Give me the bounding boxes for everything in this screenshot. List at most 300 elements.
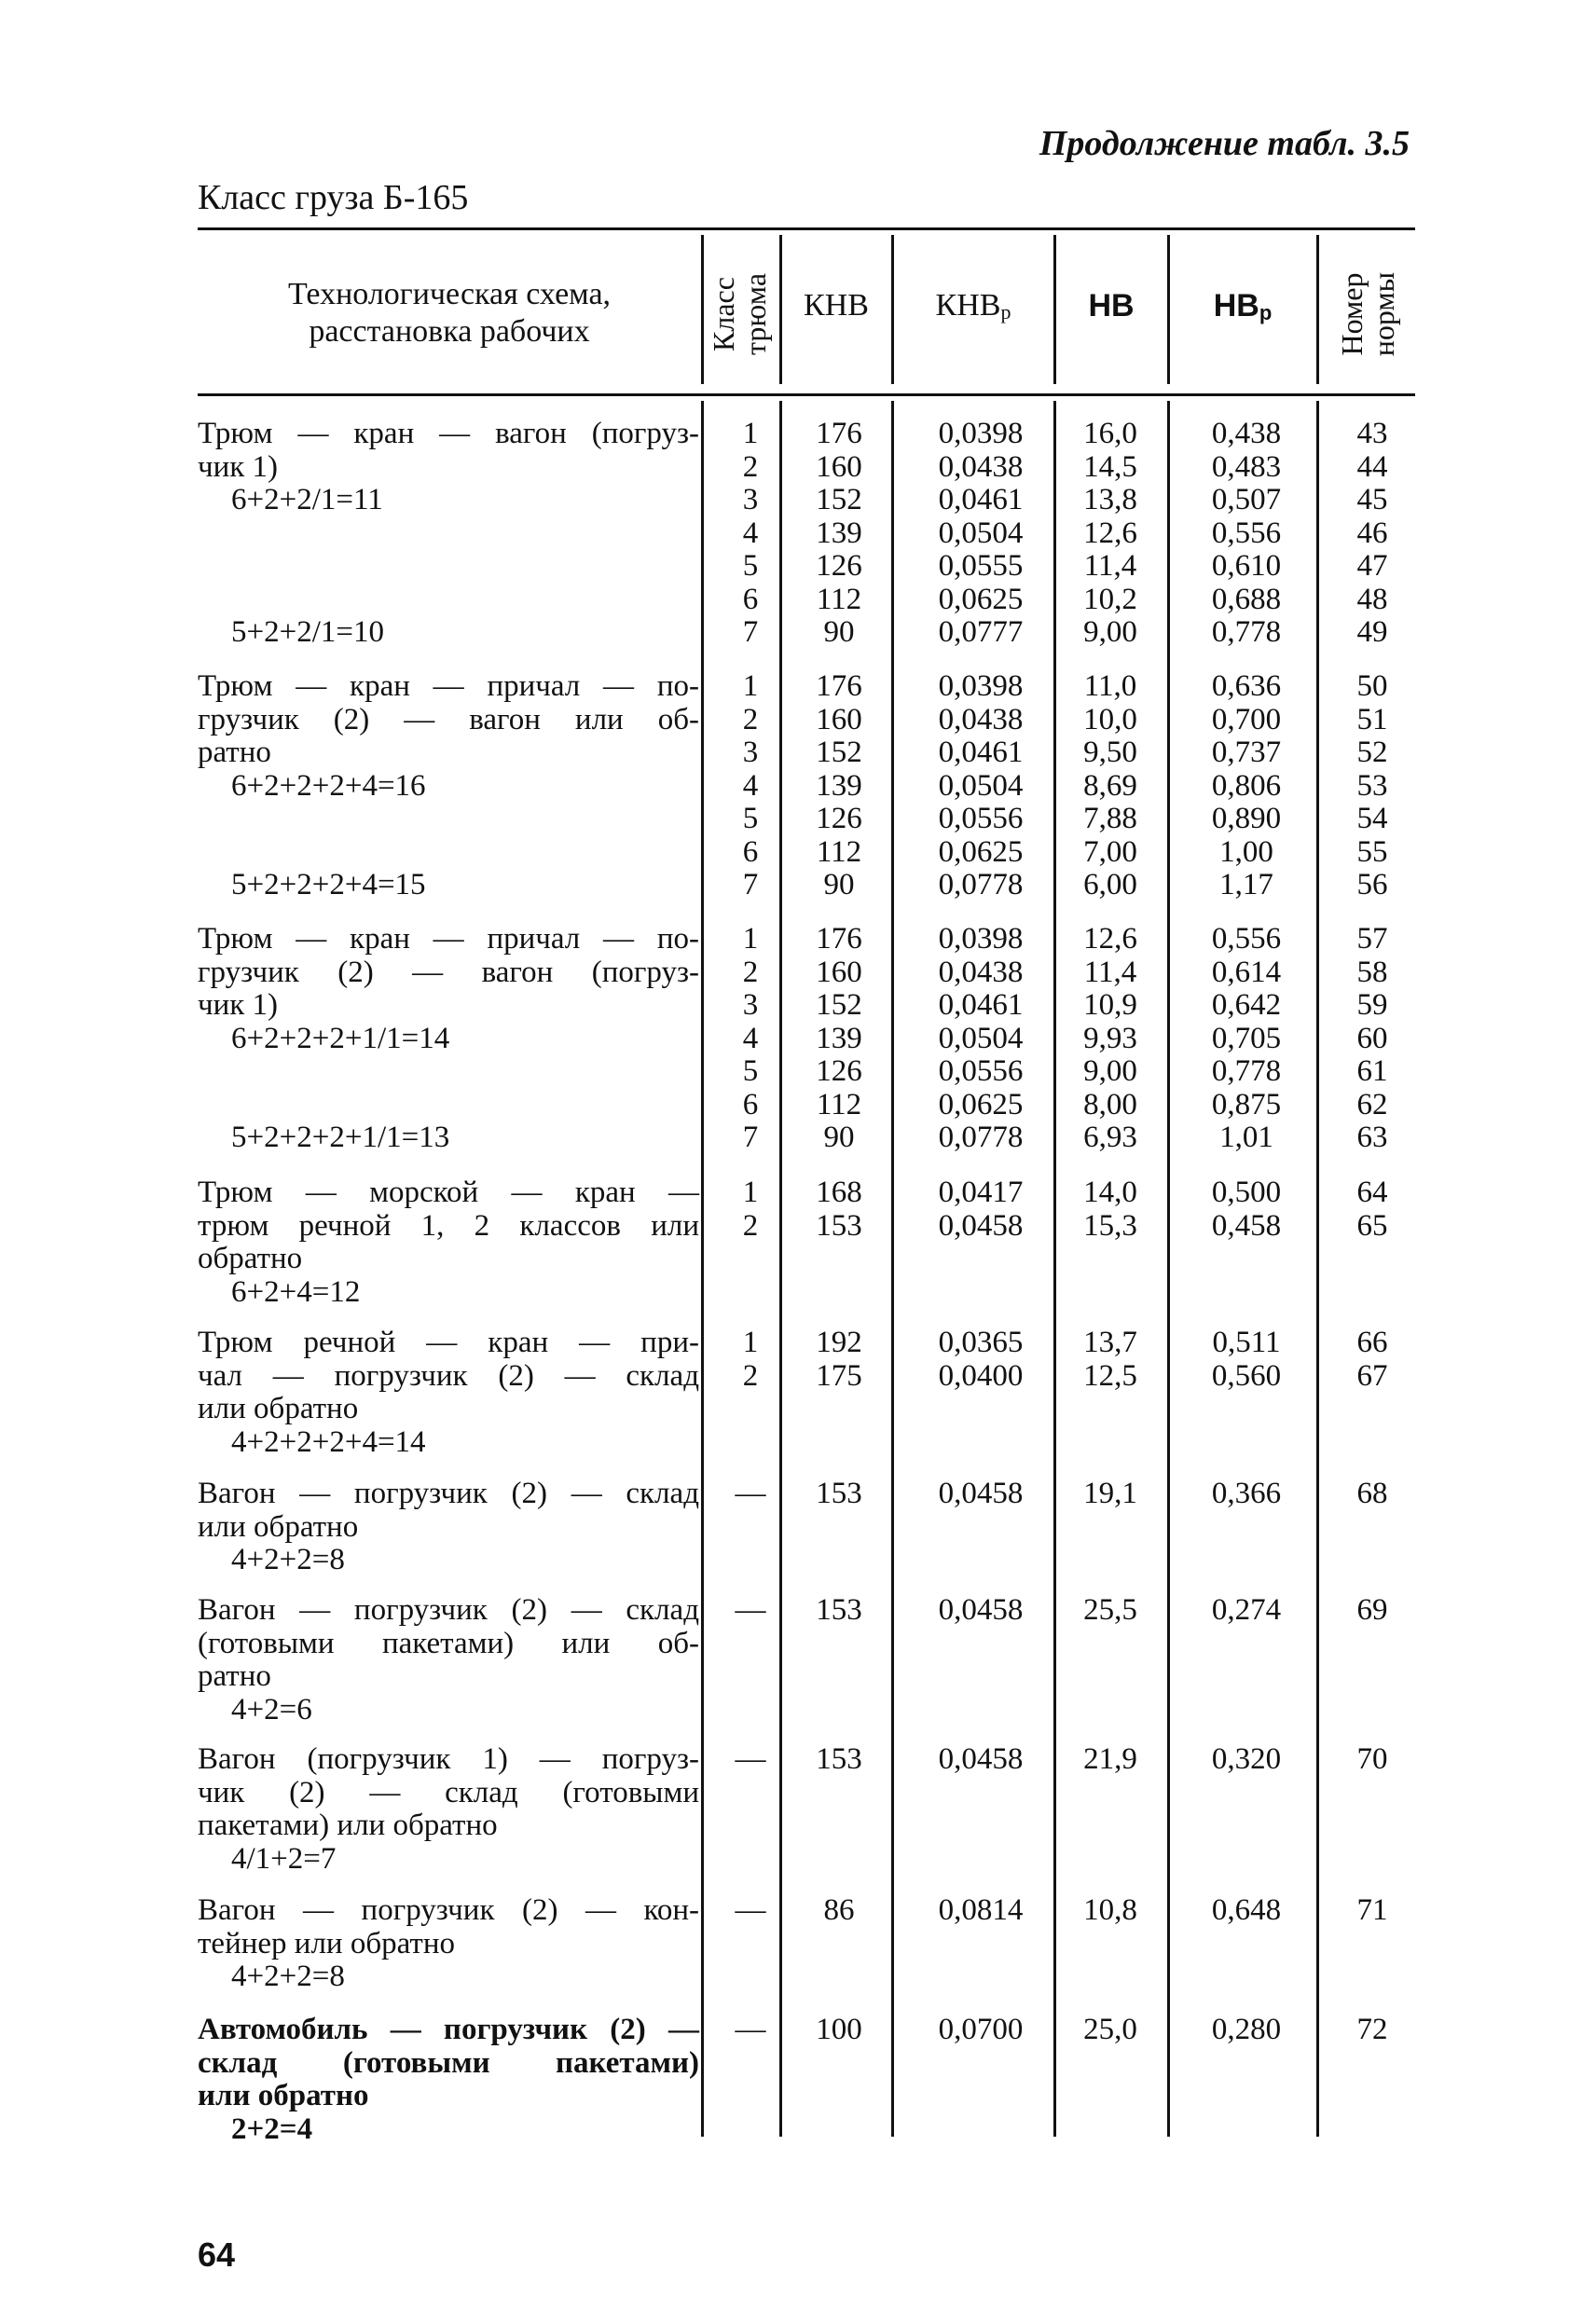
norm-number-cell: 45 xyxy=(1356,483,1388,516)
knv-cell-column xyxy=(794,1594,884,1628)
nv-cell: 14,0 xyxy=(1083,1176,1137,1209)
knv-cell: 152 xyxy=(816,988,862,1022)
hold-class-cell: 2 xyxy=(742,702,759,736)
nv-cell-column xyxy=(1055,1894,1165,1928)
norm-number-cell: 49 xyxy=(1356,615,1388,649)
nv-cell: 8,00 xyxy=(1083,1087,1137,1121)
knv-cell-column xyxy=(794,670,884,902)
norm-number-cell: 63 xyxy=(1356,1121,1388,1154)
header-nvp-sub: р xyxy=(1259,301,1273,324)
scheme-line: или обратно xyxy=(198,1392,359,1425)
knvp-cell: 0,0461 xyxy=(938,736,1024,769)
hold-class-cell: 1 xyxy=(742,922,759,956)
knv-cell: 153 xyxy=(816,1593,862,1627)
norm-number-cell: 71 xyxy=(1356,1893,1388,1927)
nvp-cell: 0,688 xyxy=(1211,582,1282,616)
norm-number-cell: 52 xyxy=(1356,736,1388,769)
nvp-cell: 0,366 xyxy=(1211,1477,1282,1510)
header-knvp-main: КНВ xyxy=(935,288,1001,323)
scheme-line: 2+2=4 xyxy=(231,2112,313,2146)
hold-class-cell-column xyxy=(718,2014,783,2047)
nvp-cell: 0,614 xyxy=(1211,955,1282,989)
norm-number-cell-column xyxy=(1324,923,1421,1155)
nv-cell: 10,0 xyxy=(1083,702,1137,736)
nvp-cell: 0,320 xyxy=(1211,1742,1282,1776)
scheme-line: обратно xyxy=(198,1242,303,1275)
nv-cell: 12,6 xyxy=(1083,516,1137,550)
scheme-description xyxy=(198,418,699,650)
knvp-cell: 0,0625 xyxy=(938,1087,1024,1121)
nvp-cell-column xyxy=(1176,1176,1316,1243)
nv-cell-column xyxy=(1055,1594,1165,1628)
hold-class-cell-column xyxy=(718,1594,783,1628)
hold-class-cell: 7 xyxy=(742,1121,759,1154)
scheme-line: 6+2+4=12 xyxy=(231,1274,361,1309)
scheme-line: Автомобиль — погрузчик (2) — xyxy=(198,2013,699,2046)
nv-cell: 10,2 xyxy=(1083,582,1137,616)
nv-cell: 10,9 xyxy=(1083,988,1137,1022)
header-nv: НВ xyxy=(1088,288,1135,323)
nvp-cell-column xyxy=(1176,1894,1316,1928)
nv-cell: 11,4 xyxy=(1083,955,1137,989)
nv-cell: 9,00 xyxy=(1083,1054,1137,1088)
nv-cell: 7,88 xyxy=(1083,802,1137,835)
header-knv: КНВ xyxy=(804,288,869,323)
norm-number-cell-column xyxy=(1324,418,1421,650)
norm-number-cell: 53 xyxy=(1356,768,1388,803)
hold-class-cell: — xyxy=(735,2013,766,2046)
hold-class-cell-column xyxy=(718,1327,783,1393)
knvp-cell-column xyxy=(897,1478,1065,1511)
knvp-cell-column xyxy=(897,1894,1065,1928)
norm-number-cell: 72 xyxy=(1356,2013,1388,2046)
hold-class-cell: 3 xyxy=(742,988,759,1022)
knvp-cell: 0,0461 xyxy=(938,483,1024,516)
knv-cell: 126 xyxy=(816,549,862,583)
nv-cell: 9,00 xyxy=(1083,615,1137,649)
scheme-line: Вагон — погрузчик (2) — склад xyxy=(198,1593,699,1627)
hold-class-cell: 6 xyxy=(742,582,759,616)
knv-cell-column xyxy=(794,1327,884,1393)
norm-number-cell: 44 xyxy=(1356,449,1388,484)
norm-number-cell: 47 xyxy=(1356,549,1388,583)
header-scheme-line1: Технологическая схема, xyxy=(287,277,612,311)
knv-cell-column xyxy=(794,418,884,650)
scheme-line: или обратно xyxy=(198,1509,359,1544)
scheme-line: Вагон — погрузчик (2) — кон- xyxy=(198,1893,699,1927)
knv-cell: 139 xyxy=(816,768,862,803)
scheme-line: 6+2+2+2+1/1=14 xyxy=(231,1021,450,1055)
knvp-cell-column xyxy=(897,1327,1065,1393)
header-nvp xyxy=(1169,287,1316,332)
hold-class-cell: 4 xyxy=(742,768,759,803)
nvp-cell: 0,648 xyxy=(1211,1893,1282,1927)
hold-class-cell: 2 xyxy=(742,449,759,484)
scheme-line: грузчик (2) — вагон или об- xyxy=(198,702,699,736)
body-col-rule xyxy=(1316,401,1319,2137)
knvp-cell-column xyxy=(897,670,1065,902)
header-norm-line2: нормы xyxy=(1367,271,1400,357)
hold-class-cell-column xyxy=(718,1743,783,1777)
body-col-rule xyxy=(779,401,782,2137)
scheme-line: Трюм — морской — кран — xyxy=(198,1176,699,1209)
norm-number-cell: 64 xyxy=(1356,1176,1388,1209)
nv-cell: 6,93 xyxy=(1083,1121,1137,1154)
knv-cell: 192 xyxy=(816,1326,862,1359)
knv-cell: 90 xyxy=(823,1121,855,1154)
norm-number-cell: 57 xyxy=(1356,922,1388,956)
knvp-cell-column xyxy=(897,1743,1065,1777)
knv-cell: 153 xyxy=(816,1208,862,1243)
knvp-cell: 0,0814 xyxy=(938,1893,1024,1927)
scheme-line: Вагон (погрузчик 1) — погруз- xyxy=(198,1742,699,1776)
knv-cell: 139 xyxy=(816,516,862,550)
nv-cell: 19,1 xyxy=(1083,1477,1137,1510)
knvp-cell: 0,0458 xyxy=(938,1477,1024,1510)
scheme-line: ратно xyxy=(198,1659,271,1693)
norm-number-cell-column xyxy=(1324,1894,1421,1928)
nv-cell-column xyxy=(1055,418,1165,650)
header-hold-class-line2: трюма xyxy=(738,272,772,356)
scheme-line: пакетами) или обратно xyxy=(198,1809,498,1842)
knvp-cell: 0,0556 xyxy=(938,802,1024,835)
norm-number-cell-column xyxy=(1324,2014,1421,2047)
nv-cell: 13,7 xyxy=(1083,1326,1137,1359)
nv-cell: 11,0 xyxy=(1083,669,1137,703)
nv-cell: 14,5 xyxy=(1083,449,1137,484)
knv-cell: 160 xyxy=(816,955,862,989)
norm-number-cell: 50 xyxy=(1356,669,1388,703)
knv-cell: 100 xyxy=(816,2013,862,2046)
knv-cell: 176 xyxy=(816,417,862,450)
hold-class-cell: — xyxy=(735,1593,766,1627)
nvp-cell-column xyxy=(1176,923,1316,1155)
knv-cell: 90 xyxy=(823,868,855,901)
nvp-cell: 0,636 xyxy=(1211,669,1282,703)
scheme-line xyxy=(198,584,699,617)
hold-class-cell-column xyxy=(718,670,783,902)
knv-cell: 168 xyxy=(816,1176,862,1209)
nvp-cell: 0,890 xyxy=(1211,802,1282,835)
knv-cell: 139 xyxy=(816,1021,862,1055)
body-col-rule xyxy=(701,401,704,2137)
norm-number-cell: 62 xyxy=(1356,1087,1388,1121)
hold-class-cell: — xyxy=(735,1893,766,1927)
scheme-description xyxy=(198,1478,699,1577)
norm-number-cell: 43 xyxy=(1356,417,1388,450)
norm-number-cell: 70 xyxy=(1356,1742,1388,1776)
norm-number-cell: 59 xyxy=(1356,988,1388,1022)
scheme-line: 5+2+2+2+4=15 xyxy=(231,868,426,901)
knv-cell: 90 xyxy=(823,615,855,649)
hold-class-cell: 3 xyxy=(742,483,759,516)
hold-class-cell: 7 xyxy=(742,868,759,901)
hold-class-cell: 5 xyxy=(742,802,759,835)
body-col-rule xyxy=(1053,401,1056,2137)
scheme-line xyxy=(198,517,699,551)
knv-cell: 160 xyxy=(816,449,862,484)
scheme-line: 6+2+2/1=11 xyxy=(231,483,383,516)
hold-class-cell: 6 xyxy=(742,834,759,869)
knv-cell: 86 xyxy=(823,1893,855,1927)
nvp-cell-column xyxy=(1176,2014,1316,2047)
nvp-cell-column xyxy=(1176,1478,1316,1511)
nvp-cell: 0,280 xyxy=(1211,2013,1282,2046)
scheme-description xyxy=(198,1176,699,1309)
nvp-cell: 1,00 xyxy=(1219,834,1273,869)
nvp-cell: 0,705 xyxy=(1211,1021,1282,1055)
scheme-description xyxy=(198,1327,699,1459)
hold-class-cell: 5 xyxy=(742,1054,759,1088)
scheme-description xyxy=(198,1594,699,1726)
norm-number-cell: 46 xyxy=(1356,516,1388,550)
nv-cell-column xyxy=(1055,1743,1165,1777)
knv-cell-column xyxy=(794,1894,884,1928)
scheme-line: Вагон — погрузчик (2) — склад xyxy=(198,1477,699,1510)
knvp-cell: 0,0438 xyxy=(938,702,1024,736)
hold-class-cell: — xyxy=(735,1742,766,1776)
knv-cell-column xyxy=(794,1176,884,1243)
header-hold-class xyxy=(708,240,773,389)
hold-class-cell: — xyxy=(735,1477,766,1510)
scheme-line: Трюм — кран — причал — по- xyxy=(198,669,699,703)
header-col-rule xyxy=(1316,235,1319,384)
table-top-rule xyxy=(198,227,1415,230)
hold-class-cell-column xyxy=(718,418,783,650)
scheme-description xyxy=(198,2014,699,2146)
nv-cell: 15,3 xyxy=(1083,1208,1137,1243)
nv-cell: 16,0 xyxy=(1083,417,1137,450)
nv-cell-column xyxy=(1055,2014,1165,2047)
header-norm-line1: Номер xyxy=(1335,272,1369,356)
hold-class-cell-column xyxy=(718,1478,783,1511)
knvp-cell: 0,0778 xyxy=(938,1121,1024,1154)
knv-cell: 112 xyxy=(816,1087,862,1121)
norm-number-cell: 66 xyxy=(1356,1326,1388,1359)
scheme-line: Трюм — кран — вагон (погруз- xyxy=(198,417,699,450)
body-col-rule xyxy=(1167,401,1170,2137)
nvp-cell: 0,556 xyxy=(1211,516,1282,550)
hold-class-cell: 2 xyxy=(742,1358,759,1393)
nv-cell: 7,00 xyxy=(1083,834,1137,869)
scheme-description xyxy=(198,1894,699,1994)
hold-class-cell: 1 xyxy=(742,1326,759,1359)
norm-number-cell: 58 xyxy=(1356,955,1388,989)
knv-cell: 176 xyxy=(816,669,862,703)
header-col-rule xyxy=(701,235,704,384)
knvp-cell: 0,0556 xyxy=(938,1054,1024,1088)
header-scheme xyxy=(198,276,701,351)
hold-class-cell: 3 xyxy=(742,736,759,769)
norm-number-cell: 68 xyxy=(1356,1477,1388,1510)
nvp-cell: 0,500 xyxy=(1211,1176,1282,1209)
norm-number-cell: 56 xyxy=(1356,868,1388,901)
hold-class-cell: 1 xyxy=(742,1176,759,1209)
nvp-cell: 0,458 xyxy=(1211,1208,1282,1243)
knvp-cell: 0,0438 xyxy=(938,955,1024,989)
header-knvp xyxy=(893,287,1053,331)
knv-cell: 112 xyxy=(816,834,862,869)
norm-number-cell: 60 xyxy=(1356,1021,1388,1055)
knvp-cell: 0,0504 xyxy=(938,1021,1024,1055)
hold-class-cell: 2 xyxy=(742,955,759,989)
header-hold-class-line1: Класс xyxy=(707,277,740,351)
nvp-cell: 0,511 xyxy=(1212,1326,1281,1359)
nv-cell: 13,8 xyxy=(1083,483,1137,516)
scheme-line: Трюм — кран — причал — по- xyxy=(198,922,699,956)
scheme-line: или обратно xyxy=(198,2079,369,2112)
knv-cell-column xyxy=(794,2014,884,2047)
knv-cell: 152 xyxy=(816,736,862,769)
scheme-line: чик 1) xyxy=(198,449,279,484)
nv-cell-column xyxy=(1055,1478,1165,1511)
cargo-class-label: Класс груза Б-165 xyxy=(198,178,469,217)
scheme-line: 4+2+2=8 xyxy=(231,1960,345,1993)
nvp-cell-column xyxy=(1176,1594,1316,1628)
scheme-line: 4+2+2=8 xyxy=(231,1543,345,1576)
hold-class-cell: 6 xyxy=(742,1087,759,1121)
knv-cell: 175 xyxy=(816,1358,862,1393)
nv-cell: 10,8 xyxy=(1083,1893,1137,1927)
scheme-line: грузчик (2) — вагон (погруз- xyxy=(198,955,699,989)
nvp-cell: 0,556 xyxy=(1211,922,1282,956)
hold-class-cell-column xyxy=(718,923,783,1155)
norm-number-cell: 48 xyxy=(1356,582,1388,616)
scheme-line: 5+2+2/1=10 xyxy=(231,615,385,649)
scheme-line xyxy=(198,836,699,870)
nvp-cell-column xyxy=(1176,1743,1316,1777)
nvp-cell-column xyxy=(1176,670,1316,902)
knvp-cell: 0,0365 xyxy=(938,1326,1024,1359)
knvp-cell: 0,0458 xyxy=(938,1208,1024,1243)
nvp-cell-column xyxy=(1176,1327,1316,1393)
knvp-cell: 0,0417 xyxy=(938,1176,1024,1209)
body-col-rule xyxy=(891,401,894,2137)
hold-class-cell-column xyxy=(718,1176,783,1243)
hold-class-cell: 7 xyxy=(742,615,759,649)
scheme-line: трюм речной 1, 2 классов или xyxy=(198,1208,699,1243)
nv-cell: 25,5 xyxy=(1083,1593,1137,1627)
nvp-cell: 0,507 xyxy=(1211,483,1282,516)
nv-cell: 25,0 xyxy=(1083,2013,1137,2046)
norm-number-cell-column xyxy=(1324,1594,1421,1628)
page-number: 64 xyxy=(198,2235,236,2274)
norm-number-cell-column xyxy=(1324,1743,1421,1777)
nvp-cell: 0,610 xyxy=(1211,549,1282,583)
norm-number-cell-column xyxy=(1324,1327,1421,1393)
scheme-line: Трюм речной — кран — при- xyxy=(198,1326,699,1359)
nvp-cell: 1,01 xyxy=(1219,1121,1273,1154)
nv-cell: 6,00 xyxy=(1083,868,1137,901)
knvp-cell-column xyxy=(897,1594,1065,1628)
nvp-cell: 0,483 xyxy=(1211,449,1282,484)
scheme-line: чик 1) xyxy=(198,988,279,1022)
knvp-cell: 0,0458 xyxy=(938,1593,1024,1627)
header-knvp-sub: р xyxy=(1000,300,1011,323)
nvp-cell: 0,700 xyxy=(1211,702,1282,736)
hold-class-cell: 5 xyxy=(742,549,759,583)
nv-cell-column xyxy=(1055,1176,1165,1243)
knvp-cell-column xyxy=(897,418,1065,650)
knvp-cell: 0,0398 xyxy=(938,417,1024,450)
nvp-cell: 0,806 xyxy=(1211,768,1282,803)
scheme-line: (готовыми пакетами) или об- xyxy=(198,1626,699,1660)
nvp-cell: 1,17 xyxy=(1219,868,1273,901)
knvp-cell: 0,0438 xyxy=(938,449,1024,484)
knvp-cell-column xyxy=(897,923,1065,1155)
knvp-cell: 0,0555 xyxy=(938,549,1024,583)
knvp-cell: 0,0400 xyxy=(938,1358,1024,1393)
hold-class-cell: 4 xyxy=(742,516,759,550)
knv-cell: 126 xyxy=(816,802,862,835)
scheme-line: чик (2) — склад (готовыми xyxy=(198,1775,699,1809)
scheme-line: 6+2+2+2+4=16 xyxy=(231,768,426,803)
nv-cell-column xyxy=(1055,1327,1165,1393)
knvp-cell: 0,0398 xyxy=(938,922,1024,956)
nvp-cell: 0,875 xyxy=(1211,1087,1282,1121)
nv-cell: 11,4 xyxy=(1083,549,1137,583)
nv-cell-column xyxy=(1055,923,1165,1155)
nvp-cell: 0,438 xyxy=(1211,417,1282,450)
scheme-line: 5+2+2+2+1/1=13 xyxy=(231,1121,450,1154)
scheme-line: 4+2+2+2+4=14 xyxy=(231,1424,426,1459)
knvp-cell: 0,0700 xyxy=(938,2013,1024,2046)
scheme-line: чал — погрузчик (2) — склад xyxy=(198,1358,699,1393)
scheme-line xyxy=(198,550,699,584)
scheme-line: склад (готовыми пакетами) xyxy=(198,2045,699,2080)
scheme-line: ратно xyxy=(198,736,271,769)
hold-class-cell: 2 xyxy=(742,1208,759,1243)
nv-cell: 12,6 xyxy=(1083,922,1137,956)
scheme-line xyxy=(198,1089,699,1122)
knv-cell-column xyxy=(794,1478,884,1511)
nvp-cell: 0,778 xyxy=(1211,615,1282,649)
knvp-cell: 0,0398 xyxy=(938,669,1024,703)
norm-number-cell-column xyxy=(1324,1176,1421,1243)
nvp-cell: 0,274 xyxy=(1211,1593,1282,1627)
hold-class-cell: 4 xyxy=(742,1021,759,1055)
knvp-cell: 0,0461 xyxy=(938,988,1024,1022)
knv-cell-column xyxy=(794,1743,884,1777)
nvp-cell: 0,778 xyxy=(1211,1054,1282,1088)
scheme-line xyxy=(198,1055,699,1089)
nv-cell: 12,5 xyxy=(1083,1358,1137,1393)
knvp-cell-column xyxy=(897,1176,1065,1243)
header-bottom-rule xyxy=(198,393,1415,396)
norm-number-cell-column xyxy=(1324,670,1421,902)
knv-cell: 176 xyxy=(816,922,862,956)
nvp-cell-column xyxy=(1176,418,1316,650)
norm-number-cell: 67 xyxy=(1356,1358,1388,1393)
knv-cell: 160 xyxy=(816,702,862,736)
hold-class-cell: 1 xyxy=(742,669,759,703)
scheme-description xyxy=(198,670,699,902)
nvp-cell: 0,642 xyxy=(1211,988,1282,1022)
nv-cell-column xyxy=(1055,670,1165,902)
scheme-line: тейнер или обратно xyxy=(198,1926,455,1960)
knv-cell: 126 xyxy=(816,1054,862,1088)
knvp-cell: 0,0504 xyxy=(938,516,1024,550)
norm-number-cell: 55 xyxy=(1356,834,1388,869)
scheme-description xyxy=(198,923,699,1155)
table-continuation-caption: Продолжение табл. 3.5 xyxy=(1039,124,1410,163)
scheme-line xyxy=(198,803,699,836)
nvp-cell: 0,737 xyxy=(1211,736,1282,769)
nvp-cell: 0,560 xyxy=(1211,1358,1282,1393)
knv-cell-column xyxy=(794,923,884,1155)
norm-number-cell: 61 xyxy=(1356,1054,1388,1088)
norm-number-cell: 69 xyxy=(1356,1593,1388,1627)
